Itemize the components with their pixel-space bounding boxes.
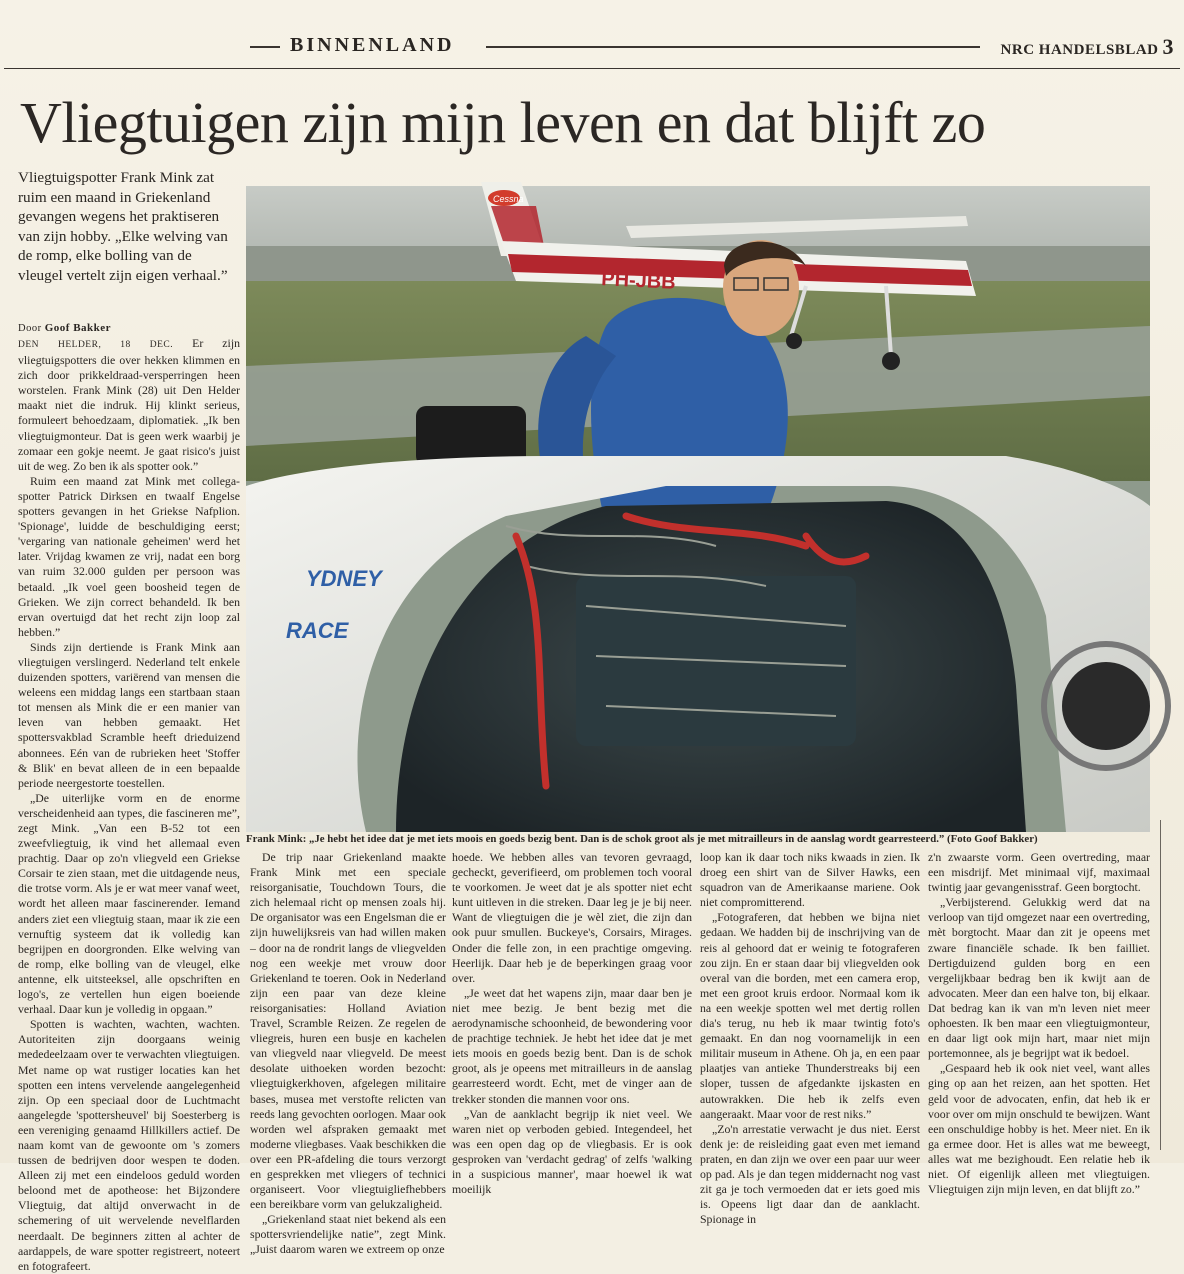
- byline: [18, 322, 111, 334]
- cowling-text-1: YDNEY: [306, 566, 382, 591]
- article-intro: Vliegtuigspotter Frank Mink zat ruim een maand in Griekenland gevangen wegens het praktiseren van zijn hobby. „Elke welving van de romp, elke bolling van de vleugel vertelt zijn eigen verhaal.”: [18, 169, 228, 284]
- byline-author: Goof Bakker: [44, 322, 112, 334]
- paragraph: „De uiterlijke vorm en de enorme verscheidenheid aan types, die fascineren me”, zegt Mink. „Van een B-52 tot een zweefvliegtuig, ik vind het allemaal even prachtig. Daar op zo'n vliegveld een Griekse Corsair te zien staan, met die uitdagende neus, die trotse vorm. Als je er wat meer vanaf weet, wordt het alleen maar fascinerender. Iemand anders ziet een vliegtuig staan, maar ik zie een vernuftig systeem dat ik volledig kan begrijpen en doorgronden. Elke welving van de romp, elke bolling van de vleugel, elke antenne, elk uitsteeksel, alle opschriften en logo's, ze vertellen hun eigen boeiende verhaal. Daar kun je volledig in opgaan.”: [18, 790, 240, 1017]
- paragraph: „Je weet dat het wapens zijn, maar daar ben je niet mee bezig. Je bent bezig met die aerodynamische schoonheid, de bewondering voor de prachtige techniek. Je hebt het idee dat je met iets moois en goeds bezig bent. Dan is de schok groot, als je opeens met mitrailleurs in de aanslag gearresteerd wordt. Echt, met de vinger aan de trekker stonden die mannen voor ons.: [452, 985, 692, 1106]
- header-rule-right: [486, 46, 980, 48]
- paragraph: Sinds zijn dertiende is Frank Mink aan vliegtuigen verslingerd. Nederland telt enkele duizenden spotters, variërend van mensen die weleens een middag langs een startbaan staan tot mensen als Mink die er een manier van leven van hebben gemaakt. Het spottersvakblad Scramble heeft drieduizend abonnees. Eén van de rubrieken heet 'Stoffer & Blik' en bevat alleen de in een bepaalde periode neergestorte toestellen.: [18, 639, 240, 790]
- dateline: DEN HELDER, 18 DEC.: [18, 340, 174, 350]
- paragraph: „Verbijsterend. Gelukkig werd dat na verloop van tijd omgezet naar een overtreding, mèt borgtocht. Maar dan zit je opeens met zware financiële schade. Ik ben failliet. Dertigduizend gulden borg en een vergelijkbaar bedrag ben ik kwijt aan de advocaten. Meer dan een halve ton, bij elkaar. Dat bedrag kan ik van m'n leven niet meer ophoesten. Ik ben maar een vliegtuigmonteur, en daar ligt ook mijn hart, maar niet mijn portemonnee, als je begrijpt wat ik bedoel.: [928, 895, 1150, 1061]
- paragraph: z'n zwaarste vorm. Geen overtreding, maar een misdrijf. Met minimaal vijf, maximaal twintig jaar gevangenisstraf. Geen borgtocht.: [928, 850, 1150, 895]
- paragraph: loop kan ik daar toch niks kwaads in zien. Ik droeg een shirt van de Silver Hawks, een squadron van de Amerikaanse mariene. Ook niet compromitterend.: [700, 850, 920, 910]
- paragraph: „Griekenland staat niet bekend als een spottersvriendelijke natie”, zegt Mink. „Juist daarom waren we extreem op onze: [250, 1212, 446, 1257]
- masthead-underline: [4, 68, 1180, 69]
- page-number: 3: [1162, 34, 1174, 59]
- article-column-3: [452, 850, 692, 1197]
- publication-name: NRC HANDELSBLAD: [1000, 42, 1159, 58]
- aircraft-registration: PH-JBB: [600, 268, 677, 294]
- paragraph: Spotten is wachten, wachten, wachten. Autoriteiten zijn doorgaans weinig mededeelzaam over te verwachten vliegtuigen. Met name op wat rustiger locaties kan het spotten een intens vervelende aangelegenheid zijn. Op een speciaal door de Luchtmacht aangelegde 'spottersheuvel' bij Soesterberg is een vereniging genaamd Hillkillers actief. De naam komt van de gewoonte om 's zomers tussen de bedrijven door wespen te doden. Alleen zij met een eindeloos geduld worden beloond met de apotheose: het Bijzondere Vliegtuig, dat altijd onverwacht in de schemering of uit wervelende nevelflarden neerdaalt. De beginners zitten al achter de aardappels, de ware spotter registreert, noteert en fotografeert.: [18, 1017, 240, 1273]
- paragraph: De trip naar Griekenland maakte Frank Mink met een speciale reisorganisatie, Touchdown Tours, die zich helemaal richt op mensen zoals hij. De organisator was een Engelsman die er zijn huwelijksreis van had willen maken – door na de rondrit langs de vliegvelden nog een weekje met vrouw door Griekenland te toeren. Ook in Nederland zijn een paar van deze kleine reisorganisaties: Holland Aviation Travel, Scramble Reizen. Ze regelen de vliegreis, huren een busje en kachelen van vliegveld naar vliegveld. De meest desolate uithoeken worden bezocht: vliegtuigkerkhoven, afgelegen militaire bases, musea met verstofte relicten van reeds lang gevochten oorlogen. Maar ook worden wel afspraken gemaakt met moderne vliegbases. Vaak beschikken die over een PR-afdeling die tours verzorgt en gesprekken met vliegers of technici organiseert. Voor vliegtuigliefhebbers een bereikbare vorm van gelukzaligheid.: [250, 850, 447, 1212]
- paragraph: „Zo'n arrestatie verwacht je dus niet. Eerst denk je: de reisleiding gaat even met iemand praten, en dan zijn we over een paar uur weer op pad. Als je dan tegen middernacht nog vast zit ga je toch vermoeden dat er iets goed mis is. Opeens ligt daar dan de aanklacht. Spionage in: [700, 1121, 920, 1227]
- article-headline: Vliegtuigen zijn mijn leven en dat blijft zo: [20, 90, 986, 155]
- paragraph: Ruim een maand zat Mink met collega-spotter Patrick Dirksen en twaalf Engelse spotters gevangen in het Griekse Nafplion. 'Spionage', luidde de beschuldiging eerst; 'vergaring van nationale geheimen' werd het later. Vrijdag kwamen ze vrij, nadat een borg van ruim 32.000 gulden per persoon was betaald. „Ik voel geen boosheid tegen de Grieken. We zijn correct behandeld. Ik ben ervan overtuigd dat het recht zijn loop zal hebben.”: [18, 473, 240, 639]
- paragraph: „Gespaard heb ik ook niet veel, want alles ging op aan het reizen, aan het spotten. Het geld voor de advocaten, enfin, dat heb ik er voor over om mijn onschuld te bewijzen. Want een onschuldige hobby is het. Meer niet. En ik ga ermee door. Het is alles wat me beweegt, alles wat me bezighoudt. Een relatie heb ik niet. Of eigenlijk alleen met vliegtuigen. Vliegtuigen zijn mijn leven, en dat blijft zo.”: [928, 1061, 1150, 1197]
- paragraph: „Van de aanklacht begrijp ik niet veel. We waren niet op verboden gebied. Integendeel, het was een open dag op de vliegbasis. Er is ook gesproken van 'verdacht gedrag' of zelfs 'walking in a suspicious manner', maar hoewel ik wat moeilijk: [452, 1106, 692, 1197]
- paragraph: DEN HELDER, 18 DEC. Er zijn vliegtuigspotters die over hekken klimmen en zich door prikkeldraad-versperringen heen worstelen. Frank Mink (28) uit Den Helder maakt niet die indruk. Hij klinkt serieus, formuleert behoedzaam, diplomatiek. „Ik ben vliegtuigmonteur. Dat is geen werk waarbij je zomaar een gokje neemt. Je gaat risico's juist uit de weg. Zo ben ik als spotter ook.”: [18, 336, 240, 473]
- article-column-2: [250, 850, 447, 1257]
- masthead: [1001, 34, 1174, 60]
- article-photo: [246, 186, 1150, 832]
- article-column-1: [18, 336, 240, 1273]
- article-column-5: [928, 850, 1150, 1197]
- article-column-4: [700, 850, 920, 1227]
- column-rule: [1160, 820, 1161, 1150]
- sky: [246, 186, 1150, 256]
- section-title: BINNENLAND: [290, 34, 455, 56]
- photo-caption: Frank Mink: „Je hebt het idee dat je met iets moois en goeds bezig bent. Dan is de schok groot als je met mitrailleurs in de aanslag wordt gearresteerd.” (Foto Goof Bakker): [246, 833, 1038, 845]
- header-rule-left: [250, 46, 280, 48]
- tail-logo: Cessna: [493, 194, 524, 204]
- cowling-text-2: RACE: [286, 618, 349, 643]
- byline-prefix: Door: [18, 323, 42, 334]
- paragraph: „Fotograferen, dat hebben we bijna niet gedaan. We hadden bij de inschrijving van de reis al gehoord dat er weinig te fotograferen zou zijn. En er staan daar bij vliegvelden ook overal van die borden, met een camera erop, met een groot kruis erdoor. Normaal kom ik na een weekje spotten wel met dertig rollen dia's terug, nu heb ik maar twintig foto's gemaakt. En dan nog voornamelijk in een militair museum in Athene. Oh ja, en een paar plaatjes van antieke Thunderstreaks bij een sloper, tussen de afgedankte ijskasten en autowrakken. Die heb ik zelfs even aangeraakt. Maar voor de rest niks.”: [700, 910, 920, 1121]
- photo-illustration: [246, 186, 1150, 832]
- paragraph: hoede. We hebben alles van tevoren gevraagd, gecheckt, geverifieerd, om problemen toch vooral te voorkomen. Je weet dat je als spotter niet echt kunt uitleven in die streken. Daar leg je je bij neer. Want de vliegtuigen die je wèl ziet, die zijn dan ook puur smullen. Buckeye's, Corsairs, Mirages. Onder die felle zon, in een prachtige omgeving. Heerlijk. Daar heb je de beperkingen graag voor over.: [452, 850, 692, 985]
